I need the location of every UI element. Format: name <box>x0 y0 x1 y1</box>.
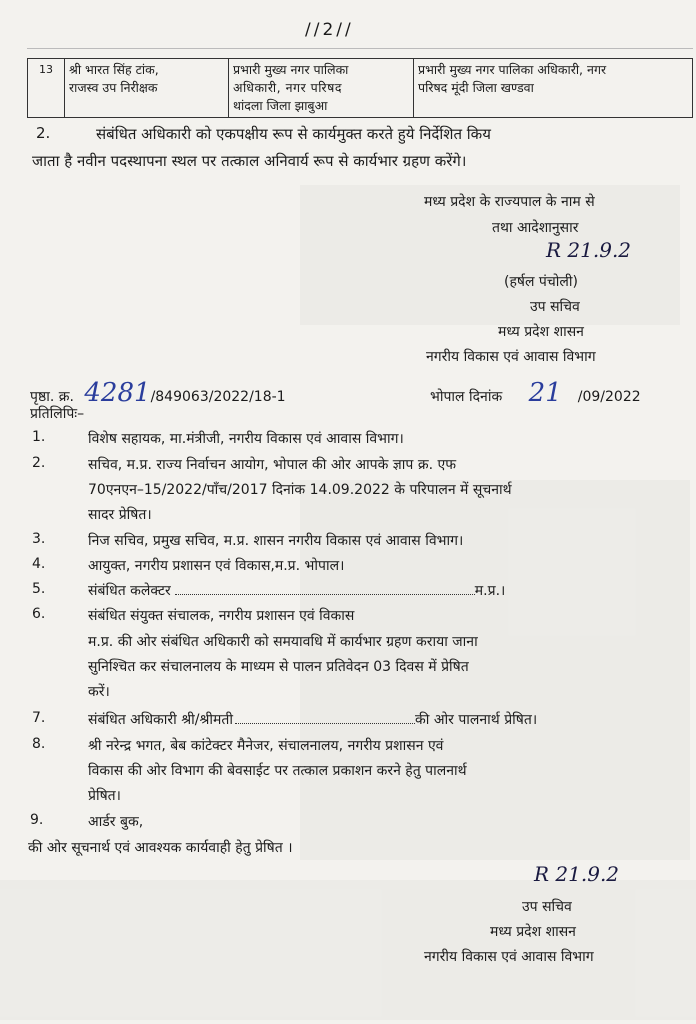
copy-6-line2: म.प्र. की ओर संबंधित अधिकारी को समयावधि में कार्यभार ग्रहण कराया जाना <box>88 634 478 650</box>
page-number: //2// <box>305 20 354 40</box>
copy-4-text: आयुक्त, नगरीय प्रशासन एवं विकास,म.प्र. भोपाल। <box>88 558 345 574</box>
copy-1-text: विशेष सहायक, मा.मंत्रीजी, नगरीय विकास एवं आवास विभाग। <box>88 431 404 447</box>
officer-name-cell <box>65 59 229 118</box>
current-posting-line: अधिकारी, नगर परिषद <box>233 80 342 95</box>
serial-cell: 13 <box>28 59 65 118</box>
copy-7-tail: की ओर पालनार्थ प्रेषित। <box>415 712 538 728</box>
transfer-table <box>27 58 693 118</box>
date-rest: /09/2022 <box>577 389 641 405</box>
place-date-label: भोपाल दिनांक <box>430 389 503 405</box>
footer-signature: R 21.9.2 <box>534 862 620 886</box>
table-top-edge <box>27 48 693 57</box>
copy-2-number: 2. <box>32 455 46 471</box>
signatory-name: (हर्षल पंचोली) <box>504 274 578 290</box>
copy-5-text <box>88 581 505 600</box>
copy-2-line1: सचिव, म.प्र. राज्य निर्वाचन आयोग, भोपाल की ओर आपके ज्ञाप क्र. एफ <box>88 457 457 473</box>
copy-3-number: 3. <box>32 531 46 547</box>
handwritten-day: 21 <box>528 378 562 408</box>
footer-designation: उप सचिव <box>522 899 572 915</box>
copy-4-number: 4. <box>32 556 46 572</box>
copy-3-text: निज सचिव, प्रमुख सचिव, म.प्र. शासन नगरीय विकास एवं आवास विभाग। <box>88 533 464 549</box>
signatory-designation: उप सचिव <box>530 299 580 315</box>
copy-5-tail: म.प्र.। <box>474 583 506 599</box>
copy-6-line1: संबंधित संयुक्त संचालक, नगरीय प्रशासन एवं विकास <box>88 608 355 624</box>
copy-7-number: 7. <box>32 710 46 726</box>
copy-7-text <box>88 710 537 729</box>
endorsement-prefix: पृष्ठा. क्र. <box>30 389 74 405</box>
footer-department: नगरीय विकास एवं आवास विभाग <box>424 949 594 965</box>
para2-number: 2. <box>36 124 51 142</box>
copy-8-number: 8. <box>32 736 46 752</box>
copy-6-line4: करें। <box>88 684 110 700</box>
new-posting-line: परिषद मूंदी जिला खण्डवा <box>418 80 534 95</box>
copy-8-line2: विकास की ओर विभाग की बेवसाईट पर तत्काल प्रकाशन करने हेतु पालनार्थ <box>88 763 467 779</box>
officer-name: श्री भारत सिंह टांक, <box>69 62 159 77</box>
new-posting-line: प्रभारी मुख्य नगर पालिका अधिकारी, नगर <box>418 62 607 77</box>
officer-post: राजस्व उप निरीक्षक <box>69 80 158 95</box>
copy-2-line2: 70एनएन–15/2022/पाँच/2017 दिनांक 14.09.2022 के परिपालन में सूचनार्थ <box>88 482 512 498</box>
closing-line: की ओर सूचनार्थ एवं आवश्यक कार्यवाही हेतु प्रेषित । <box>28 840 293 856</box>
current-posting-line: प्रभारी मुख्य नगर पालिका <box>233 62 349 77</box>
copy-7-label: संबंधित अधिकारी श्री/श्रीमती <box>88 712 234 728</box>
copy-to-heading: प्रतिलिपिः– <box>30 406 85 422</box>
copy-9-number: 9. <box>30 812 44 828</box>
para2-line2: जाता है नवीन पदस्थापना स्थल पर तत्काल अनिवार्य रूप से कार्यभार ग्रहण करेंगे। <box>32 152 467 170</box>
signature: R 21.9.2 <box>546 238 632 262</box>
copy-5-label: संबंधित कलेक्टर <box>88 583 171 599</box>
copy-8-line1: श्री नरेन्द्र भगत, बेब कांटेक्टर मैनेजर, संचालनालय, नगरीय प्रशासन एवं <box>88 738 444 754</box>
table-row <box>28 59 693 118</box>
new-posting-cell <box>414 59 693 118</box>
copy-5-number: 5. <box>32 581 46 597</box>
governor-name-line: मध्य प्रदेश के राज्यपाल के नाम से <box>424 194 595 210</box>
blank-collector <box>175 594 475 595</box>
signatory-govt: मध्य प्रदेश शासन <box>498 324 584 340</box>
copy-6-number: 6. <box>32 606 46 622</box>
footer-govt: मध्य प्रदेश शासन <box>490 924 576 940</box>
copy-2-line3: सादर प्रेषित। <box>88 507 152 523</box>
para2-line1: संबंधित अधिकारी को एकपक्षीय रूप से कार्यमुक्त करते हुये निर्देशित किय <box>96 125 491 143</box>
current-posting-cell <box>229 59 414 118</box>
place-date <box>430 378 641 408</box>
copy-9-text: आर्डर बुक, <box>88 814 144 830</box>
current-posting-line: थांदला जिला झाबुआ <box>233 98 328 113</box>
copy-8-line3: प्रेषित। <box>88 788 121 804</box>
by-order-line: तथा आदेशानुसार <box>492 220 579 236</box>
endorsement-ref: /849063/2022/18-1 <box>150 389 286 405</box>
copy-6-line3: सुनिश्चित कर संचालनालय के माध्यम से पालन प्रतिवेदन 03 दिवस में प्रेषित <box>88 659 469 675</box>
copy-1-number: 1. <box>32 429 46 445</box>
blank-officer <box>235 723 415 724</box>
handwritten-number: 4281 <box>84 378 151 408</box>
signatory-department: नगरीय विकास एवं आवास विभाग <box>426 349 596 365</box>
